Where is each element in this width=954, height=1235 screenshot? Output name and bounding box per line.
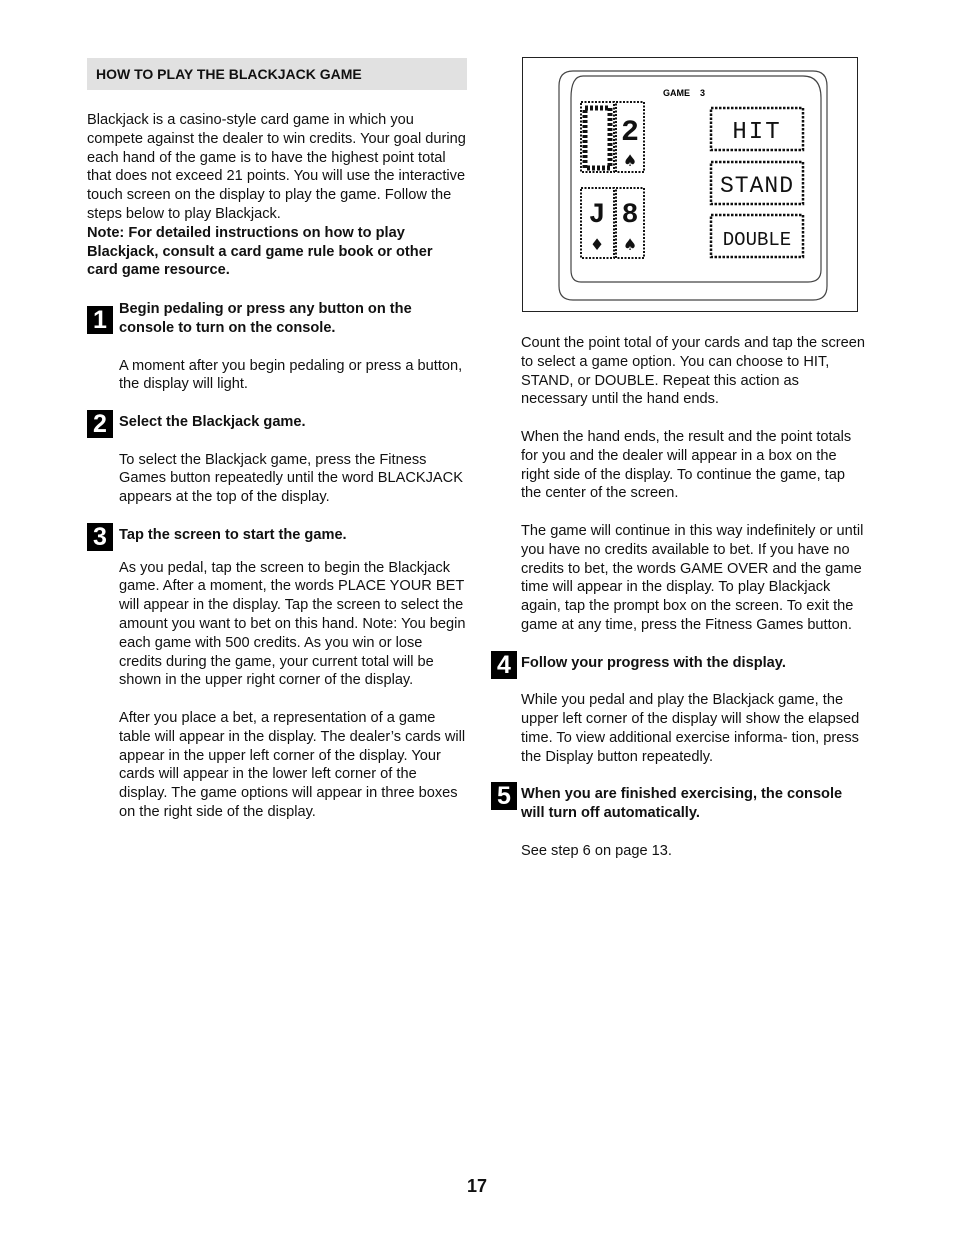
step-title: When you are finished exercising, the console will turn off automatically. xyxy=(521,786,843,821)
spade-icon: ♠ xyxy=(622,151,638,170)
step-text: After you place a bet, a representation of a game table will appear in the display. The dealer’s cards will appear in the upper left corner of the display. Your cards will appear in the lower left corner of the display. The game options will appear in three boxes on the right side of the display. xyxy=(119,709,466,820)
step-text: To select the Blackjack game, press the Fitness Games button repeatedly until the word BLACKJACK appears at the top of the display. xyxy=(119,451,463,506)
dealer-card-rank: 2 xyxy=(620,116,640,150)
right-column xyxy=(497,334,869,860)
step-3-continued-text: The game will continue in this way indefinitely or until you have no credits available to bet. If you have no credits to bet, the words GAME OVER and the game time will appear in the display. To play Blackjack again, tap the prompt box on the screen. To exit the game at any time, press the Fitness Games button. xyxy=(521,522,864,633)
game-label: GAME xyxy=(663,88,690,98)
section-title: HOW TO PLAY THE BLACKJACK GAME xyxy=(87,58,467,90)
display-illustration xyxy=(522,57,858,312)
step-number: 1 xyxy=(87,306,113,334)
step-number: 4 xyxy=(491,651,517,679)
intro-note: Note: For detailed instructions on how to play Blackjack, consult a card game rule book or other card game resource. xyxy=(87,224,433,279)
step-4 xyxy=(491,650,869,767)
step-3-continued-text: When the hand ends, the result and the point totals for you and the dealer will appear in a box on the right side of the display. To continue the game, tap the center of the screen. xyxy=(521,428,852,502)
step-title: Select the Blackjack game. xyxy=(119,413,306,430)
game-value: 3 xyxy=(700,88,706,98)
spade-icon: ♠ xyxy=(622,235,638,254)
step-title: Tap the screen to start the game. xyxy=(119,526,347,543)
step-text: See step 6 on page 13. xyxy=(521,842,672,859)
player-card-rank: 8 xyxy=(621,200,639,231)
player-card-rank: J xyxy=(588,200,606,231)
step-3-continued-text: Count the point total of your cards and tap the screen to select a game option. You can choose to HIT, STAND, or DOUBLE. Repeat this action as necessary until the hand ends. xyxy=(521,335,865,408)
step-number: 3 xyxy=(87,523,113,551)
step-3 xyxy=(87,522,467,822)
diamond-icon: ♦ xyxy=(589,235,605,254)
step-text: A moment after you begin pedaling or press a button, the display will light. xyxy=(119,357,463,393)
step-2 xyxy=(87,409,467,507)
step-number: 2 xyxy=(87,410,113,438)
option-hit[interactable] xyxy=(711,108,803,150)
option-label: DOUBLE xyxy=(722,229,792,251)
step-1 xyxy=(87,300,467,394)
left-column xyxy=(87,58,467,822)
step-number: 5 xyxy=(491,782,517,810)
step-text: As you pedal, tap the screen to begin the Blackjack game. After a moment, the words PLACE YOUR BET will appear in the display. Tap the screen to select the amount you want to bet on this hand. Note: You begin each game with 500 credits. As you win or lose credits during the game, your current total will be shown in the upper right corner of the display. xyxy=(119,559,466,689)
card-back-pattern xyxy=(585,108,610,168)
step-5 xyxy=(491,782,869,860)
step-text: While you pedal and play the Blackjack game, the upper left corner of the display will show the elapsed time. To view additional exercise informa- tion, press the Display button repeatedly. xyxy=(521,692,860,765)
option-label: STAND xyxy=(719,173,795,199)
console-display-svg xyxy=(523,58,859,313)
step-title: Begin pedaling or press any button on the console to turn on the console. xyxy=(119,301,412,336)
option-stand[interactable] xyxy=(711,162,803,204)
dealer-cards xyxy=(581,102,644,172)
intro-text: Blackjack is a casino-style card game in which you compete against the dealer to win credits. Your goal during each hand of the game is to have the highest point total that does not exceed 21 points. You will use the interactive touch screen on the display to play the game. Follow the steps below to play Blackjack. xyxy=(87,112,466,222)
option-label: HIT xyxy=(732,119,782,146)
step-title: Follow your progress with the display. xyxy=(521,654,786,671)
option-double[interactable] xyxy=(711,215,803,257)
page-number: 17 xyxy=(466,1176,488,1196)
player-cards xyxy=(581,188,644,258)
